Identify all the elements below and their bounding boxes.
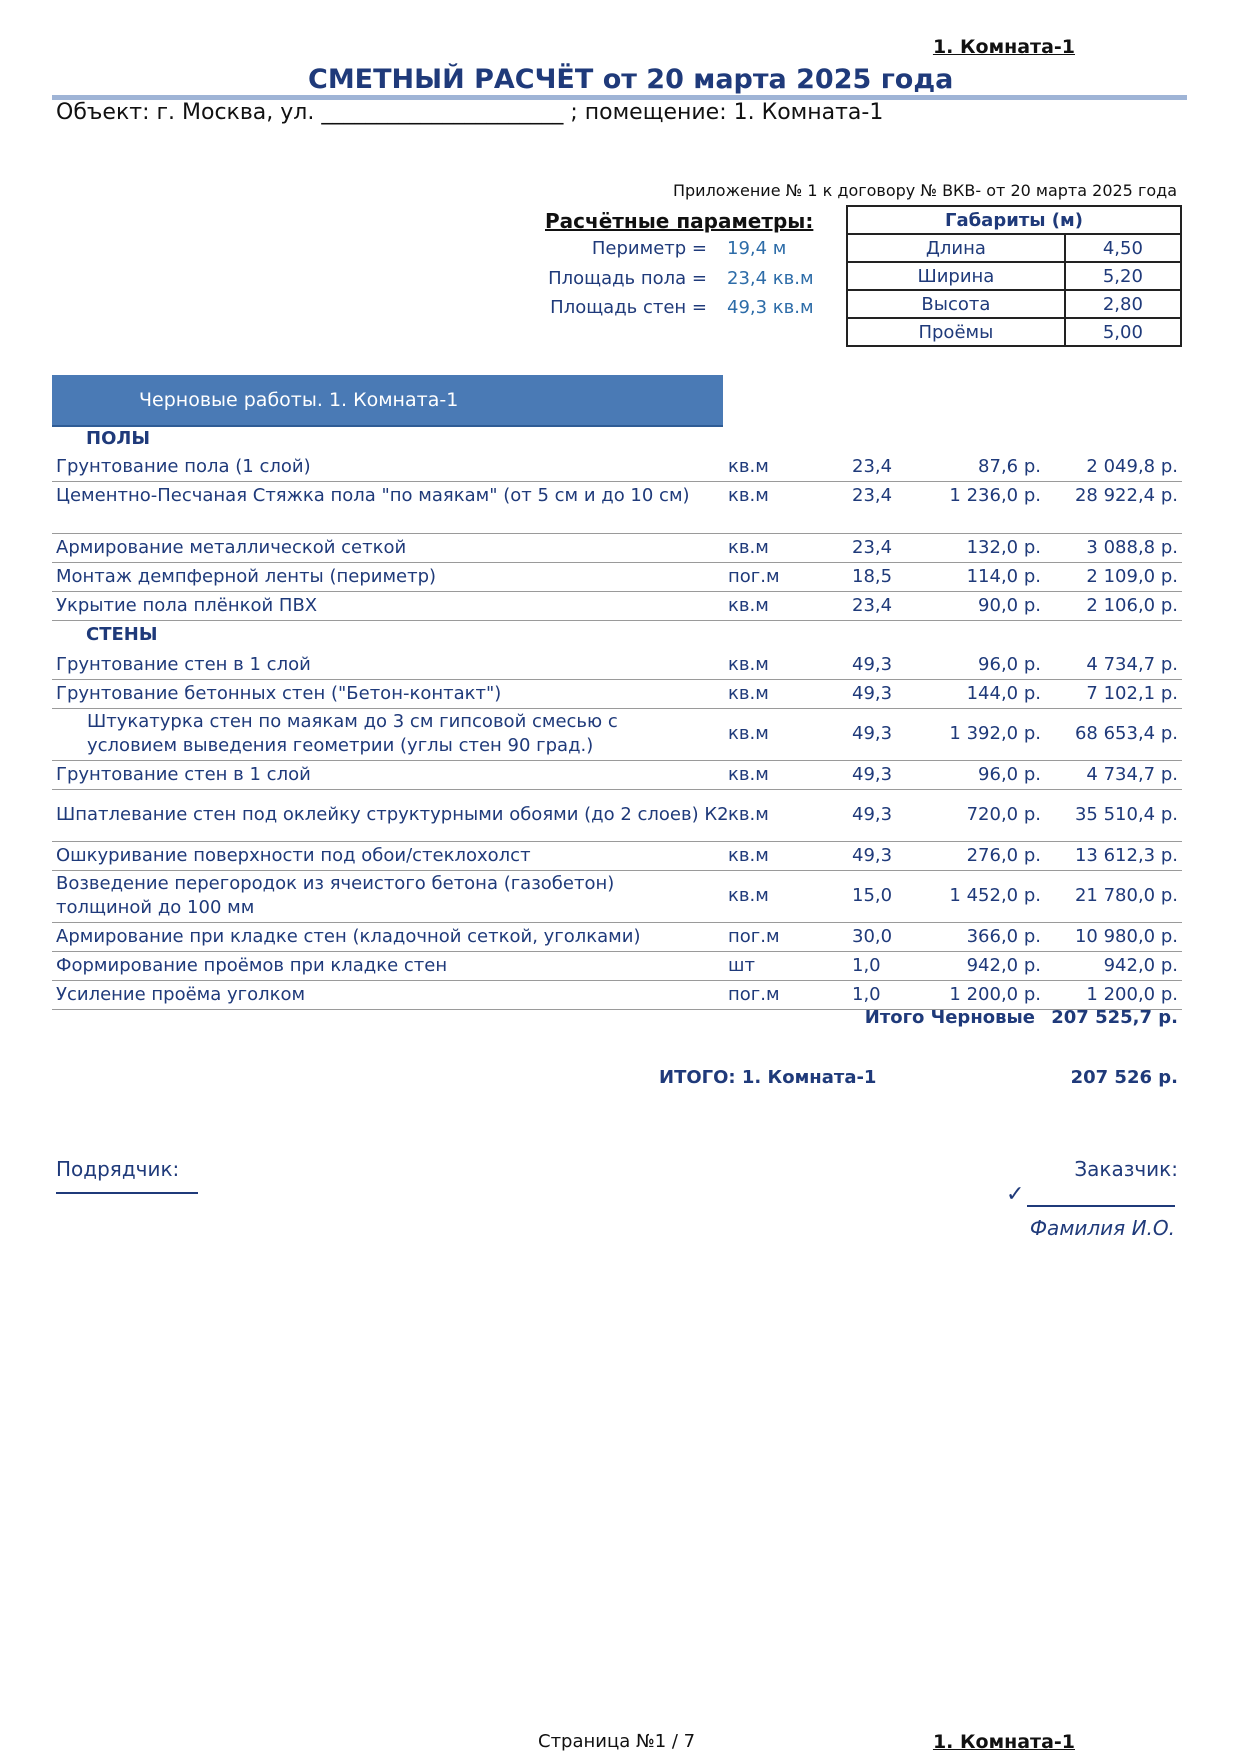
item-qty: 23,4 (852, 485, 893, 506)
customer-label: Заказчик: (1074, 1157, 1178, 1181)
item-total: 1 200,0 р. (1086, 984, 1178, 1005)
table-row (52, 870, 1182, 923)
grand-total-label: ИТОГО: 1. Комната-1 (659, 1067, 877, 1088)
item-price: 276,0 р. (966, 845, 1041, 866)
item-qty: 49,3 (852, 804, 893, 825)
table-row (52, 980, 1182, 1010)
item-unit: пог.м (728, 566, 780, 587)
item-qty: 49,3 (852, 723, 893, 744)
item-name: Формирование проёмов при кладке стен (56, 955, 448, 976)
table-row (52, 841, 1182, 871)
item-unit: кв.м (728, 456, 769, 477)
item-price: 132,0 р. (966, 537, 1041, 558)
wall-area-value: 49,3 кв.м (727, 297, 814, 318)
table-row (52, 760, 1182, 790)
item-qty: 23,4 (852, 456, 893, 477)
dimensions-title: Габариты (м) (847, 206, 1181, 234)
item-total: 4 734,7 р. (1086, 654, 1178, 675)
item-unit: кв.м (728, 723, 769, 744)
customer-name: Фамилия И.О. (1029, 1216, 1175, 1240)
subtotal-value: 207 525,7 р. (1051, 1007, 1178, 1028)
item-qty: 15,0 (852, 885, 893, 906)
item-qty: 18,5 (852, 566, 893, 587)
item-price: 144,0 р. (966, 683, 1041, 704)
item-qty: 49,3 (852, 845, 893, 866)
item-qty: 49,3 (852, 654, 893, 675)
dimension-label: Ширина (847, 262, 1065, 290)
item-price: 96,0 р. (978, 764, 1041, 785)
customer-signature-line (1027, 1205, 1175, 1207)
table-row (52, 922, 1182, 952)
room-reference-bottom: 1. Комната-1 (932, 1731, 1075, 1753)
item-price: 1 452,0 р. (949, 885, 1041, 906)
dimension-row (847, 290, 1181, 318)
item-total: 2 109,0 р. (1086, 566, 1178, 587)
section-header (52, 375, 723, 427)
page-number: Страница №1 / 7 (538, 1731, 696, 1752)
item-total: 13 612,3 р. (1074, 845, 1178, 866)
floor-area-label: Площадь пола = (548, 268, 707, 289)
item-price: 90,0 р. (978, 595, 1041, 616)
appendix-note: Приложение № 1 к договору № ВКВ- от 20 марта 2025 года (672, 181, 1177, 200)
item-name: Возведение перегородок из ячеистого бетона (газобетон) толщиной до 100 мм (56, 873, 615, 918)
check-mark-icon: ✓ (1006, 1182, 1025, 1207)
table-row (52, 591, 1182, 621)
item-name: Монтаж демпферной ленты (периметр) (56, 566, 437, 587)
item-unit: кв.м (728, 885, 769, 906)
table-row (52, 650, 1182, 680)
dimension-value: 5,00 (1065, 318, 1181, 346)
item-qty: 1,0 (852, 955, 881, 976)
item-price: 87,6 р. (978, 456, 1041, 477)
table-row (52, 951, 1182, 981)
document-title: СМЕТНЫЙ РАСЧЁТ от 20 марта 2025 года (308, 64, 954, 95)
item-name: Армирование при кладке стен (кладочной сеткой, уголками) (56, 926, 641, 947)
item-name: Цементно-Песчаная Стяжка пола "по маякам" (от 5 см и до 10 см) (56, 485, 690, 506)
table-row (52, 789, 1182, 842)
contractor-label: Подрядчик: (56, 1157, 180, 1181)
item-name: Армирование металлической сеткой (56, 537, 407, 558)
item-unit: кв.м (728, 595, 769, 616)
item-name: Укрытие пола плёнкой ПВХ (56, 595, 318, 616)
item-unit: кв.м (728, 537, 769, 558)
object-line: Объект: г. Москва, ул. ______________________ ; помещение: 1. Комната-1 (56, 100, 884, 125)
item-total: 35 510,4 р. (1074, 804, 1178, 825)
grand-total-value: 207 526 р. (1070, 1067, 1178, 1088)
item-total: 21 780,0 р. (1074, 885, 1178, 906)
item-qty: 30,0 (852, 926, 893, 947)
item-qty: 23,4 (852, 595, 893, 616)
item-name: Грунтование бетонных стен ("Бетон-контакт") (56, 683, 502, 704)
item-unit: пог.м (728, 926, 780, 947)
dimension-row (847, 262, 1181, 290)
params-title: Расчётные параметры: (545, 209, 814, 233)
item-unit: шт (728, 955, 755, 976)
item-unit: кв.м (728, 654, 769, 675)
item-qty: 49,3 (852, 764, 893, 785)
floor-area-value: 23,4 кв.м (727, 268, 814, 289)
item-unit: кв.м (728, 485, 769, 506)
item-price: 114,0 р. (966, 566, 1041, 587)
dimension-value: 2,80 (1065, 290, 1181, 318)
dimensions-table (846, 205, 1182, 347)
table-row (52, 481, 1182, 534)
perimeter-value: 19,4 м (727, 238, 787, 259)
table-row (52, 533, 1182, 563)
contractor-signature-line (56, 1192, 198, 1194)
item-price: 942,0 р. (966, 955, 1041, 976)
section-title: Черновые работы. 1. Комната-1 (139, 389, 459, 411)
item-total: 942,0 р. (1103, 955, 1178, 976)
item-name: Усиление проёма уголком (56, 984, 306, 1005)
wall-area-label: Площадь стен = (550, 297, 707, 318)
item-price: 720,0 р. (966, 804, 1041, 825)
item-price: 96,0 р. (978, 654, 1041, 675)
perimeter-label: Периметр = (591, 238, 707, 259)
item-name: Грунтование стен в 1 слой (56, 654, 311, 675)
item-total: 68 653,4 р. (1074, 723, 1178, 744)
subtotal-label: Итого Черновые (864, 1007, 1035, 1028)
item-unit: кв.м (728, 804, 769, 825)
group-floors-heading: ПОЛЫ (86, 428, 150, 449)
item-name: Грунтование стен в 1 слой (56, 764, 311, 785)
item-total: 2 049,8 р. (1086, 456, 1178, 477)
item-unit: кв.м (728, 764, 769, 785)
item-qty: 23,4 (852, 537, 893, 558)
item-total: 7 102,1 р. (1086, 683, 1178, 704)
dimension-value: 4,50 (1065, 234, 1181, 262)
dimension-label: Длина (847, 234, 1065, 262)
item-price: 1 392,0 р. (949, 723, 1041, 744)
item-price: 1 236,0 р. (949, 485, 1041, 506)
item-total: 10 980,0 р. (1074, 926, 1178, 947)
dimension-row (847, 234, 1181, 262)
item-total: 28 922,4 р. (1074, 485, 1178, 506)
item-name: Шпатлевание стен под оклейку структурными обоями (до 2 слоев) К2 (56, 804, 729, 825)
dimension-label: Проёмы (847, 318, 1065, 346)
item-total: 2 106,0 р. (1086, 595, 1178, 616)
dimension-value: 5,20 (1065, 262, 1181, 290)
item-name: Штукатурка стен по маякам до 3 см гипсовой смесью с условием выведения геометрии (углы стен 90 град.) (87, 711, 618, 756)
item-qty: 1,0 (852, 984, 881, 1005)
item-price: 1 200,0 р. (949, 984, 1041, 1005)
room-reference-top: 1. Комната-1 (932, 36, 1075, 58)
item-unit: кв.м (728, 683, 769, 704)
table-row (52, 452, 1182, 482)
dimension-row (847, 318, 1181, 346)
item-unit: пог.м (728, 984, 780, 1005)
item-total: 4 734,7 р. (1086, 764, 1178, 785)
item-price: 366,0 р. (966, 926, 1041, 947)
item-name: Грунтование пола (1 слой) (56, 456, 311, 477)
item-total: 3 088,8 р. (1086, 537, 1178, 558)
dimensions-header-row (847, 206, 1181, 234)
item-unit: кв.м (728, 845, 769, 866)
item-name: Ошкуривание поверхности под обои/стеклохолст (56, 845, 531, 866)
table-row (52, 562, 1182, 592)
group-walls-heading: СТЕНЫ (86, 624, 158, 645)
dimension-label: Высота (847, 290, 1065, 318)
item-qty: 49,3 (852, 683, 893, 704)
table-row (52, 679, 1182, 709)
table-row (52, 708, 1182, 761)
